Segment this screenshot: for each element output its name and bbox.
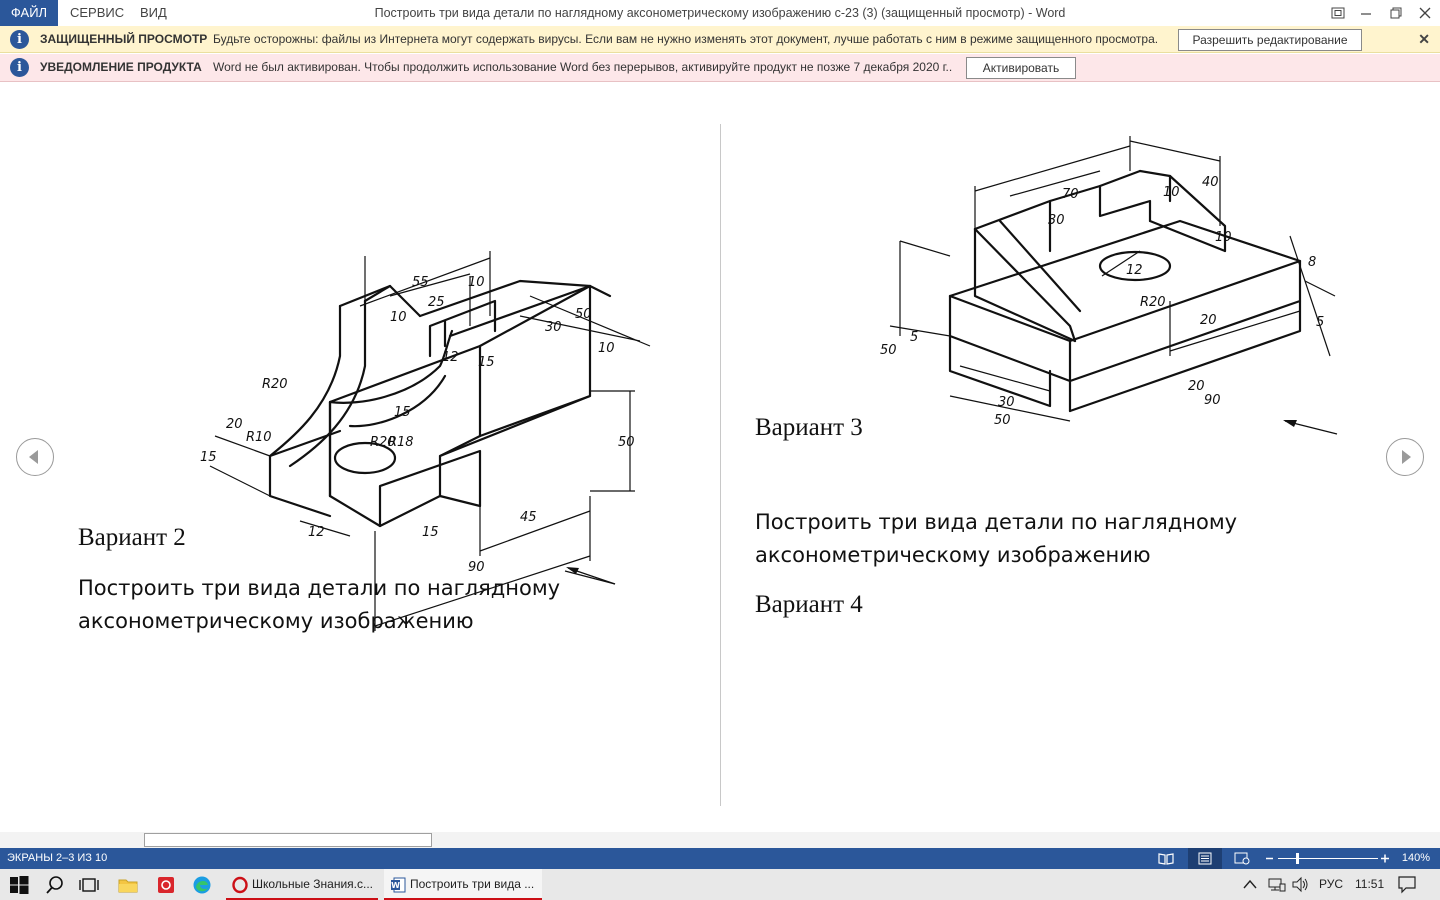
activate-button[interactable]: Активировать: [966, 57, 1076, 79]
taskbar-word-window[interactable]: [384, 869, 542, 900]
dim-20b: 20: [1188, 379, 1205, 394]
menu-file[interactable]: ФАЙЛ: [0, 0, 58, 26]
print-layout-tab[interactable]: [1188, 848, 1222, 869]
status-bar: [0, 848, 1440, 869]
dim-r20b: R20: [370, 435, 396, 450]
info-icon: i: [10, 58, 29, 77]
dim-10a: 10: [1163, 185, 1180, 200]
dim-50b: 50: [618, 435, 635, 450]
product-notice-message: Word не был активирован. Чтобы продолжить использование Word без перерывов, активируйте продукт не позже 7 декабря 2020 г..: [213, 60, 953, 74]
system-clock[interactable]: 11:51: [1355, 877, 1385, 891]
notifications-icon[interactable]: [1398, 876, 1416, 893]
speaker-icon[interactable]: [1292, 877, 1310, 892]
dim-15b: 15: [394, 405, 411, 420]
previous-page-button[interactable]: [16, 438, 54, 476]
restore-icon[interactable]: [1381, 0, 1411, 26]
right-task-text: Построить три вида детали по наглядному аксонометрическому изображению: [755, 510, 1238, 567]
file-explorer-icon[interactable]: [117, 874, 139, 896]
zoom-slider[interactable]: [1264, 848, 1394, 869]
dim-30: 30: [545, 320, 562, 335]
dim-15a: 15: [478, 355, 495, 370]
dim-20a: 20: [1200, 313, 1217, 328]
dim-45: 45: [520, 510, 537, 525]
windows-start-icon[interactable]: [8, 874, 30, 896]
protected-view-label: ЗАЩИЩЕННЫЙ ПРОСМОТР: [40, 32, 208, 46]
next-page-button[interactable]: [1386, 438, 1424, 476]
print-layout-icon: [1198, 852, 1212, 865]
network-icon[interactable]: [1268, 877, 1286, 892]
left-task-text: Построить три вида детали по наглядному аксонометрическому изображению: [78, 576, 561, 633]
opera-task-label: Школьные Знания.c...: [252, 877, 374, 891]
input-language[interactable]: РУС: [1319, 877, 1344, 891]
info-icon: i: [10, 30, 29, 49]
search-icon[interactable]: [44, 874, 66, 896]
scrollbar-thumb[interactable]: [144, 833, 432, 847]
isometric-drawing-variant-2: [190, 166, 660, 575]
taskbar: [0, 869, 1440, 900]
dim-40: 40: [1202, 175, 1219, 190]
variant-3-heading: Вариант 3: [755, 414, 863, 441]
fullscreen-icon[interactable]: [1323, 0, 1353, 26]
dim-10c: 10: [598, 341, 615, 356]
minimize-icon[interactable]: [1351, 0, 1381, 26]
close-icon[interactable]: [1410, 0, 1440, 26]
dim-5b: 5: [1316, 315, 1325, 330]
document-area: [0, 82, 1440, 832]
word-icon: [390, 877, 406, 893]
chevron-up-icon[interactable]: [1243, 879, 1257, 889]
page-divider: [720, 124, 721, 806]
page-counter: ЭКРАНЫ 2–3 ИЗ 10: [7, 852, 108, 864]
dim-15c: 15: [200, 450, 217, 465]
dim-5a: 5: [910, 330, 919, 345]
dim-70: 70: [1062, 187, 1079, 202]
red-app-icon[interactable]: [155, 874, 177, 896]
variant-2-heading: Вариант 2: [78, 524, 186, 551]
dim-12: 12: [1126, 263, 1143, 278]
dim-r10: R10: [246, 430, 272, 445]
dim-10b: 10: [390, 310, 407, 325]
dim-55: 55: [412, 275, 429, 290]
word-task-label: Построить три вида ...: [410, 877, 535, 891]
dim-r20a: R20: [262, 377, 288, 392]
opera-icon: [232, 877, 248, 893]
dim-10b: 10: [1215, 230, 1232, 245]
dim-r20: R20: [1140, 295, 1166, 310]
edge-browser-icon[interactable]: [191, 874, 213, 896]
menu-service[interactable]: СЕРВИС: [70, 5, 125, 20]
window-title: Построить три вида детали по наглядному аксонометрическому изображению с-23 (3) (защищенный просмотр) - Word: [374, 6, 1066, 20]
protected-view-banner: [0, 26, 1440, 53]
dim-90: 90: [468, 560, 485, 575]
product-notice-banner: [0, 54, 1440, 82]
taskbar-opera-window[interactable]: [226, 869, 378, 900]
read-mode-icon[interactable]: [1158, 852, 1174, 865]
dim-50a: 50: [575, 307, 592, 322]
dim-12a: 12: [442, 350, 459, 365]
dim-20: 20: [226, 417, 243, 432]
dim-50a: 50: [880, 343, 897, 358]
task-view-icon[interactable]: [78, 874, 100, 896]
dim-15d: 15: [422, 525, 439, 540]
menu-bar: [0, 0, 1440, 26]
variant-4-heading: Вариант 4: [755, 591, 863, 618]
dim-12b: 12: [308, 525, 325, 540]
svg-text:W: W: [391, 881, 400, 890]
dim-90: 90: [1204, 393, 1221, 408]
product-notice-label: УВЕДОМЛЕНИЕ ПРОДУКТА: [40, 60, 202, 74]
dim-8: 8: [1308, 255, 1317, 270]
dim-30a: 30: [1048, 213, 1065, 228]
dim-30b: 30: [998, 395, 1015, 410]
zoom-level[interactable]: 140%: [1401, 852, 1430, 864]
horizontal-scrollbar[interactable]: [0, 832, 1440, 848]
menu-view[interactable]: ВИД: [140, 5, 167, 20]
web-layout-icon[interactable]: [1234, 852, 1250, 865]
isometric-drawing-variant-3: [870, 126, 1350, 456]
dim-r18: R18: [388, 435, 414, 450]
dim-50b: 50: [994, 413, 1011, 428]
dim-10a: 10: [468, 275, 485, 290]
protected-view-message: Будьте осторожны: файлы из Интернета могут содержать вирусы. Если вам не нужно изменять этот документ, лучше работать с ним в режиме защищенного просмотра.: [213, 32, 1159, 46]
banner-close-icon[interactable]: ✕: [1418, 31, 1430, 47]
enable-editing-button[interactable]: Разрешить редактирование: [1178, 29, 1362, 51]
dim-25: 25: [428, 295, 445, 310]
view-direction-arrow: [1283, 420, 1337, 434]
